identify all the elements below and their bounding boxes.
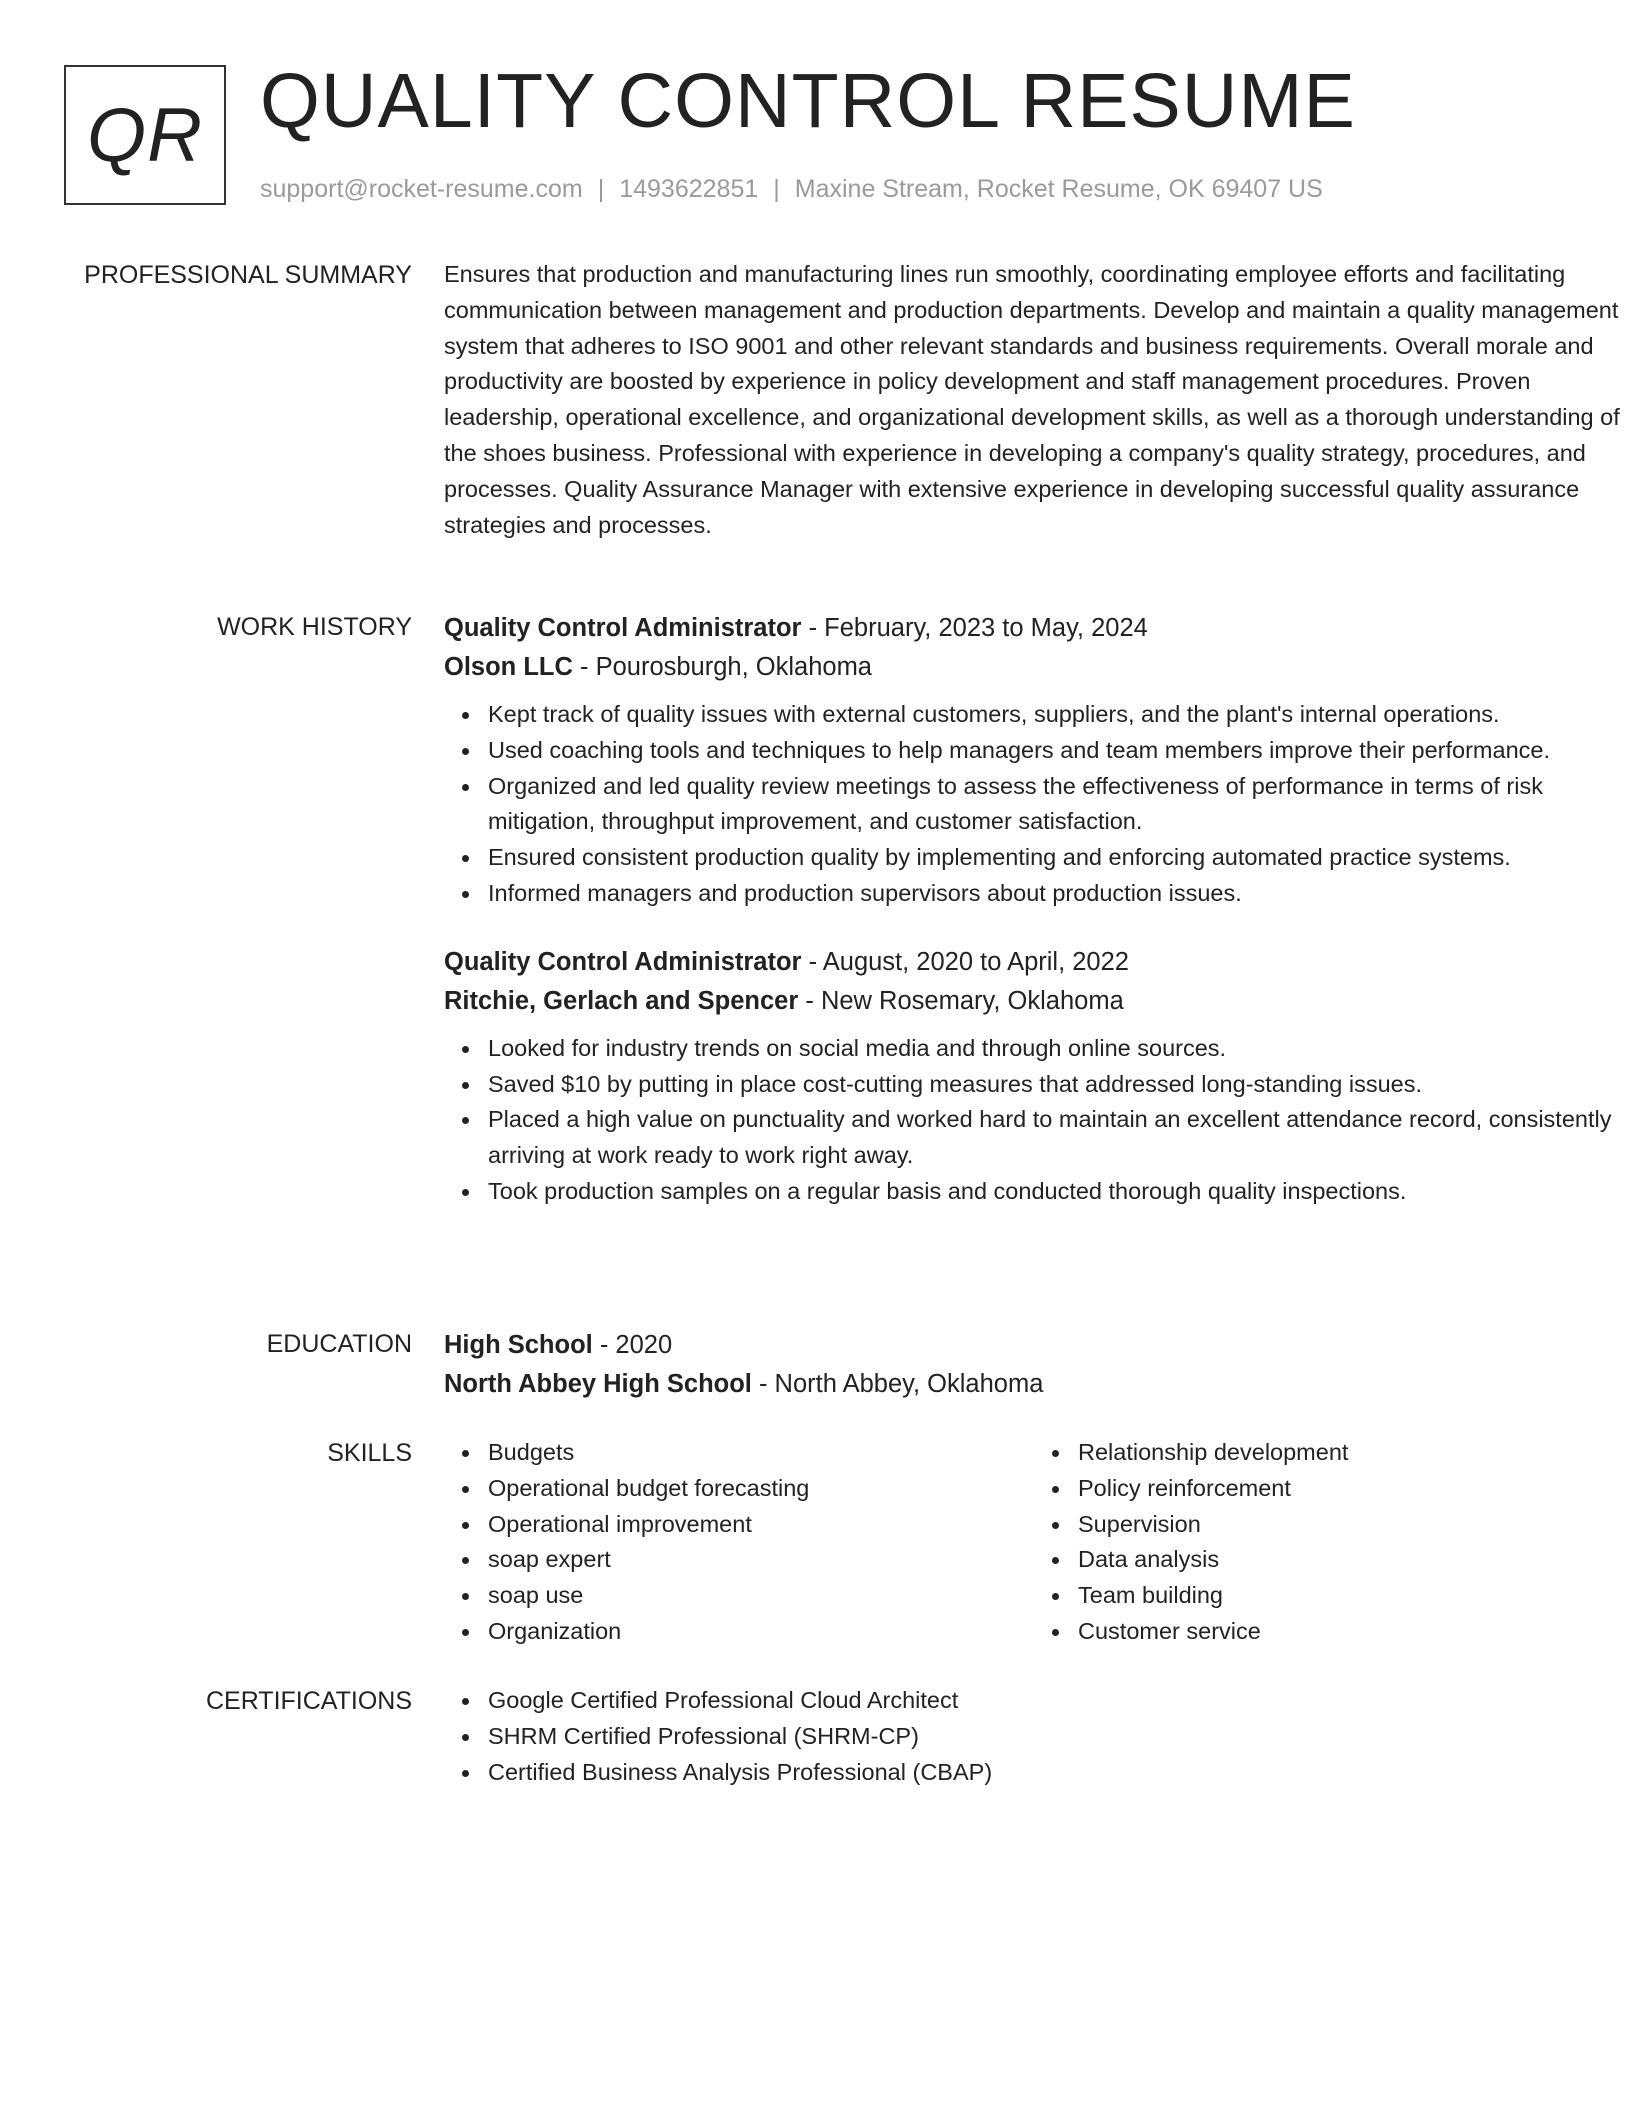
work-body [444,609,1624,1210]
section-label-summary: PROFESSIONAL SUMMARY [84,261,412,289]
section-label-certifications: CERTIFICATIONS [205,1687,412,1715]
job-entry [444,943,1624,1210]
job-bullet: Took production samples on a regular basis and conducted thorough quality inspections. [488,1174,1624,1210]
education-location: - North Abbey, Oklahoma [751,1370,1044,1398]
monogram-logo: QR [64,65,226,205]
job-bullet: Used coaching tools and techniques to help managers and team members improve their performance. [488,733,1624,769]
job-title-line [444,943,1624,982]
section-education [64,1326,1564,1416]
skill-item: Team building [1078,1578,1578,1614]
job-location: - New Rosemary, Oklahoma [798,986,1124,1015]
skills-columns [444,1435,1624,1650]
certifications-list [444,1683,1624,1790]
contact-email: support@rocket-resume.com [260,175,583,203]
section-summary [64,257,1620,587]
certification-item: Certified Business Analysis Professional (CBAP) [488,1755,1624,1791]
job-dates: - February, 2023 to May, 2024 [801,614,1148,642]
contact-address: Maxine Stream, Rocket Resume, OK 69407 US [794,175,1323,203]
section-work-history [64,609,1612,1319]
job-title: Quality Control Administrator [444,614,802,642]
job-location: - Pourosburgh, Oklahoma [572,653,872,681]
resume-header [64,58,1564,210]
job-dates: - August, 2020 to April, 2022 [801,947,1129,976]
skills-column-2 [1034,1435,1578,1650]
job-bullet: Placed a high value on punctuality and worked hard to maintain an excellent attendance record, consistently arriving at work ready to work right away. [488,1102,1624,1174]
job-bullet: Ensured consistent production quality by implementing and enforcing automated practice systems. [488,840,1624,876]
skill-item: soap expert [488,1542,988,1578]
skill-item: Relationship development [1078,1435,1578,1471]
job-bullet: Saved $10 by putting in place cost-cutting measures that addressed long-standing issues. [488,1067,1624,1103]
summary-body [444,257,1624,543]
certifications-body [444,1683,1624,1790]
job-bullet: Kept track of quality issues with external customers, suppliers, and the plant's internal operations. [488,697,1624,733]
education-year: - 2020 [592,1331,673,1359]
summary-text: Ensures that production and manufacturing lines run smoothly, coordinating employee efforts and facilitating communication between management and production departments. Develop and maintain a quality management system that adheres to ISO 9001 and other relevant standards and business requirements. Overall morale and productivity are boosted by experience in policy development and staff management procedures. Proven leadership, operational excellence, and organizational development skills, as well as a thorough understanding of the shoes business. Professional with experience in developing a company's quality strategy, procedures, and processes. Quality Assurance Manager with extensive experience in developing successful quality assurance strategies and processes. [444,261,1620,538]
job-bullet: Informed managers and production supervisors about production issues. [488,876,1624,912]
certification-item: Google Certified Professional Cloud Architect [488,1683,1624,1719]
job-company-line [444,648,1624,687]
education-degree: High School [444,1331,593,1359]
education-school-line [444,1365,1624,1404]
skill-item: Organization [488,1614,988,1650]
skill-item: Operational budget forecasting [488,1471,988,1507]
job-bullets [444,697,1624,912]
skill-item: Policy reinforcement [1078,1471,1578,1507]
skills-body [444,1435,1624,1650]
job-title-line [444,609,1624,648]
contact-line [260,175,1323,204]
job-entry [444,609,1624,912]
skill-item: Data analysis [1078,1542,1578,1578]
job-bullet: Organized and led quality review meetings to assess the effectiveness of performance in terms of risk mitigation, throughput improvement, and customer satisfaction. [488,769,1624,841]
job-bullet: Looked for industry trends on social media and through online sources. [488,1031,1624,1067]
section-certifications [64,1683,1564,1803]
resume-title: QUALITY CONTROL RESUME [260,58,1356,144]
section-label-education: EDUCATION [266,1330,412,1358]
section-label-skills: SKILLS [327,1439,412,1467]
contact-separator: | [597,175,605,203]
education-degree-line [444,1326,1624,1365]
job-title: Quality Control Administrator [444,947,802,976]
section-skills [64,1435,1564,1665]
section-label-work-history: WORK HISTORY [217,613,412,641]
job-company: Ritchie, Gerlach and Spencer [444,986,799,1015]
skill-item: Supervision [1078,1507,1578,1543]
contact-separator: | [773,175,780,203]
job-company-line [444,982,1624,1021]
contact-phone: 1493622851 [619,175,759,203]
education-school: North Abbey High School [444,1370,752,1398]
skill-item: soap use [488,1578,988,1614]
job-company: Olson LLC [444,653,573,681]
job-bullets [444,1031,1624,1210]
education-body [444,1326,1624,1404]
skill-item: Customer service [1078,1614,1578,1650]
skills-column-1 [444,1435,988,1650]
skill-item: Operational improvement [488,1507,988,1543]
skill-item: Budgets [488,1435,988,1471]
certification-item: SHRM Certified Professional (SHRM-CP) [488,1719,1624,1755]
